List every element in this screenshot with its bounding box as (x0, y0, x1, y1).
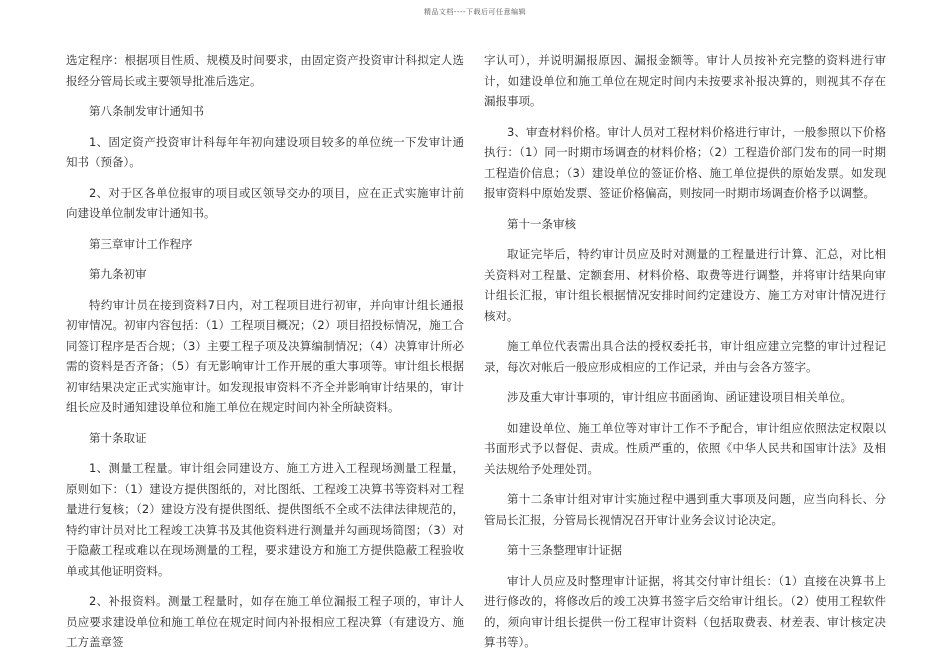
left-section-heading: 第三章审计工作程序 (89, 236, 193, 251)
left-paragraph: 2、对于区各单位报审的项目或区领导交办的项目，应在正式实施审计前向建设单位制发审计通知书。 (66, 185, 464, 220)
left-paragraph: 选定程序：根据项目性质、规模及时间要求，由固定资产投资审计科拟定人选报经分管局长或主要领导批准后选定。 (66, 53, 464, 88)
right-paragraph: 如建设单位、施工单位等对审计工作不予配合，审计组应依照法定权限以书面形式予以督促、责成。性质严重的，依照《中华人民共和国审计法》及相关法规给予处理处罚。 (484, 420, 886, 476)
right-paragraph: 字认可），并说明漏报原因、漏报金额等。审计人员按补充完整的资料进行审计，如建设单位和施工单位在规定时间内未按要求补报决算的，则视其不存在漏报事项。 (484, 53, 886, 108)
left-section-heading: 第八条制发审计通知书 (89, 104, 204, 118)
right-section-heading: 第十一条审核 (507, 216, 576, 231)
left-paragraph: 1、测量工程量。审计组会同建设方、施工方进入工程现场测量工程量，原则如下：（1）建设方提供图纸的，对比图纸、工程竣工决算书等资料对工程量进行复核；（2）建设方没有提供图纸、提供图纸不全或不法律法律规范的，特约审计员对比工程竣工决算书及其他资料进行测量并勾画现场简图；（3）对于隐蔽工程或难以在现场测量的工程，要求建设方和施工方提供隐蔽工程验收单或其他证明资料。 (66, 461, 464, 578)
left-paragraph: 1、固定资产投资审计科每年年初向建设项目较多的单位统一下发审计通知书（预备）。 (66, 134, 464, 169)
right-paragraph: 取证完毕后，特约审计员应及时对测量的工程量进行计算、汇总，对比相关资料对工程量、定额套用、材料价格、取费等进行调整，并将审计结果向审计组长汇报，审计组长根据情况安排时间约定建设方、施工方对审计情况进行核对。 (484, 247, 886, 323)
right-paragraph: 涉及重大审计事项的，审计组应书面函询、函证建设项目相关单位。 (507, 390, 852, 404)
left-paragraph: 特约审计员在接到资料7日内，对工程项目进行初审，并向审计组长通报初审情况。初审内容包括：（1）工程项目概况；（2）项目招投标情况，施工合同签订程序是否合规；（3）主要工程子项及决算编制情况；（4）决算审计所必需的资料是否齐备；（5）有无影响审计工作开展的重大事项等。审计组长根据初审结果决定正式实施审计。如发现报审资料不齐全并影响审计结果的，审计组长应及时通知建设单位和施工单位在规定时间内补全所缺资料。 (66, 297, 464, 414)
left-paragraph: 2、补报资料。测量工程量时，如存在施工单位漏报工程子项的，审计人员应要求建设单位和施工单位在规定时间内补报相应工程决算（有建设方、施工方盖章签 (66, 594, 464, 649)
right-column (484, 50, 886, 663)
right-paragraph: 施工单位代表需出具合法的授权委托书，审计组应建立完整的审计过程记录，每次对帐后一般应形成相应的工作记录，并由与会各方签字。 (484, 339, 886, 374)
left-section-heading: 第九条初审 (89, 267, 147, 281)
right-paragraph: 3、审查材料价格。审计人员对工程材料价格进行审计，一般参照以下价格执行：（1）同一时期市场调查的材料价格；（2）工程造价部门发布的同一时期工程造价信息；（3）建设单位的签证价格、施工单位提供的原始发票。如发现报审资料中原始发票、签证价格偏高，则按同一时期市场调查价格予以调整。 (484, 124, 886, 200)
right-section-heading: 第十三条整理审计证据 (507, 543, 622, 557)
right-paragraph: 审计人员应及时整理审计证据，将其交付审计组长：（1）直接在决算书上进行修改的，将修改后的竣工决算书签字后交给审计组长。（2）使用工程软件的，须向审计组长提供一份工程审计资料（包括取费表、材差表、审计核定决算书等）。 (484, 573, 886, 649)
left-section-heading: 第十条取证 (89, 430, 147, 445)
right-paragraph: 第十二条审计组对审计实施过程中遇到重大事项及问题，应当向科长、分管局长汇报，分管局长视情况召开审计业务会议讨论决定。 (484, 492, 886, 527)
page-header: 精品文档----下载后可任意编辑 (423, 8, 527, 16)
left-column (66, 50, 464, 663)
